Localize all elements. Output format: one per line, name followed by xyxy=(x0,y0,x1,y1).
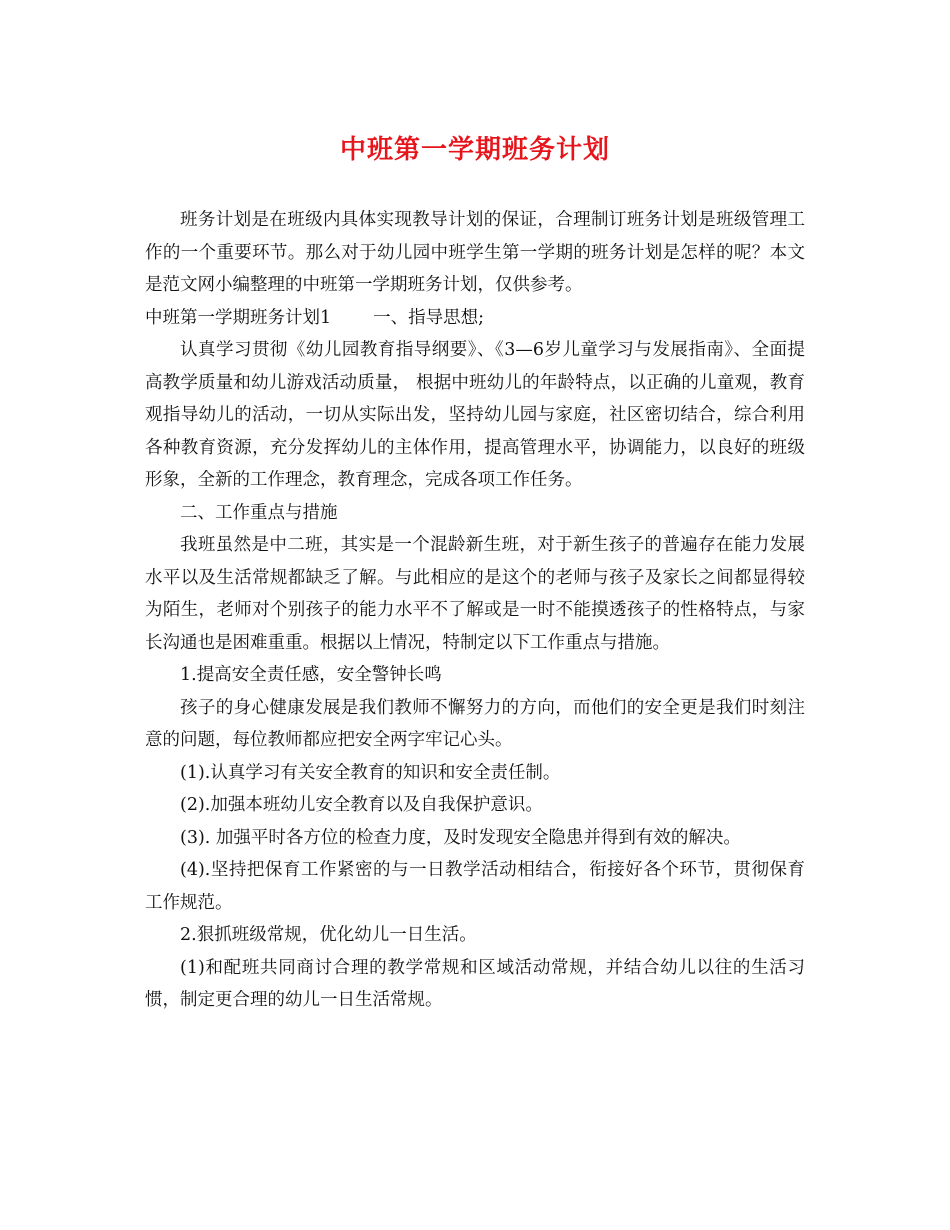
point1-item: (4).坚持把保育工作紧密的与一日教学活动相结合，衔接好各个环节，贯彻保育工作规范。 xyxy=(145,860,805,913)
section2-paragraph: 我班虽然是中二班，其实是一个混龄新生班，对于新生孩子的普遍存在能力发展水平以及生活常规都缺乏了解。与此相应的是这个的老师与孩子及家长之间都显得较为陌生，老师对个别孩子的能力水平不了解或是一时不能摸透孩子的性格特点，与家长沟通也是困难重重。根据以上情况，特制定以下工作重点与措施。 xyxy=(145,535,805,653)
document-body xyxy=(145,204,805,1017)
point1-heading: 1.提高安全责任感，安全警钟长鸣 xyxy=(180,665,442,685)
point1-item: (3). 加强平时各方位的检查力度，及时发现安全隐患并得到有效的解决。 xyxy=(180,827,741,848)
section1-paragraph: 认真学习贯彻《幼儿园教育指导纲要》、《3—6岁儿童学习与发展指南》、全面提高教学质量和幼儿游戏活动质量， 根据中班幼儿的年龄特点，以正确的儿童观，教育观指导幼儿的活动，一切从实际出发，坚持幼儿园与家庭，社区密切结合，综合利用各种教育资源，充分发挥幼儿的主体作用，提高管理水平，协调能力，以良好的班级形象，全新的工作理念，教育理念，完成各项工作任务。 xyxy=(145,340,805,490)
plan-heading: 中班第一学期班务计划1 xyxy=(145,307,332,328)
point1-paragraph: 孩子的身心健康发展是我们教师不懈努力的方向，而他们的安全更是我们时刻注意的问题，每位教师都应把安全两字牢记心头。 xyxy=(145,697,805,750)
document-title: 中班第一学期班务计划 xyxy=(339,135,610,165)
plan-heading-line xyxy=(145,302,805,335)
section2-heading: 二、工作重点与措施 xyxy=(180,502,338,523)
point2-heading: 2.狠抓班级常规，优化幼儿一日生活。 xyxy=(180,925,477,945)
intro-paragraph: 班务计划是在班级内具体实现教导计划的保证，合理制订班务计划是班级管理工作的一个重要环节。那么对于幼儿园中班学生第一学期的班务计划是怎样的呢？本文是范文网小编整理的中班第一学期班务计划，仅供参考。 xyxy=(145,210,805,295)
point1-item: (1).认真学习有关安全教育的知识和安全责任制。 xyxy=(180,762,561,783)
point1-item: (2).加强本班幼儿安全教育以及自我保护意识。 xyxy=(180,795,543,815)
point2-item: (1)和配班共同商讨合理的教学常规和区域活动常规，并结合幼儿以往的生活习惯，制定更合理的幼儿一日生活常规。 xyxy=(145,957,805,1010)
section1-heading: 一、指导思想; xyxy=(373,307,485,328)
